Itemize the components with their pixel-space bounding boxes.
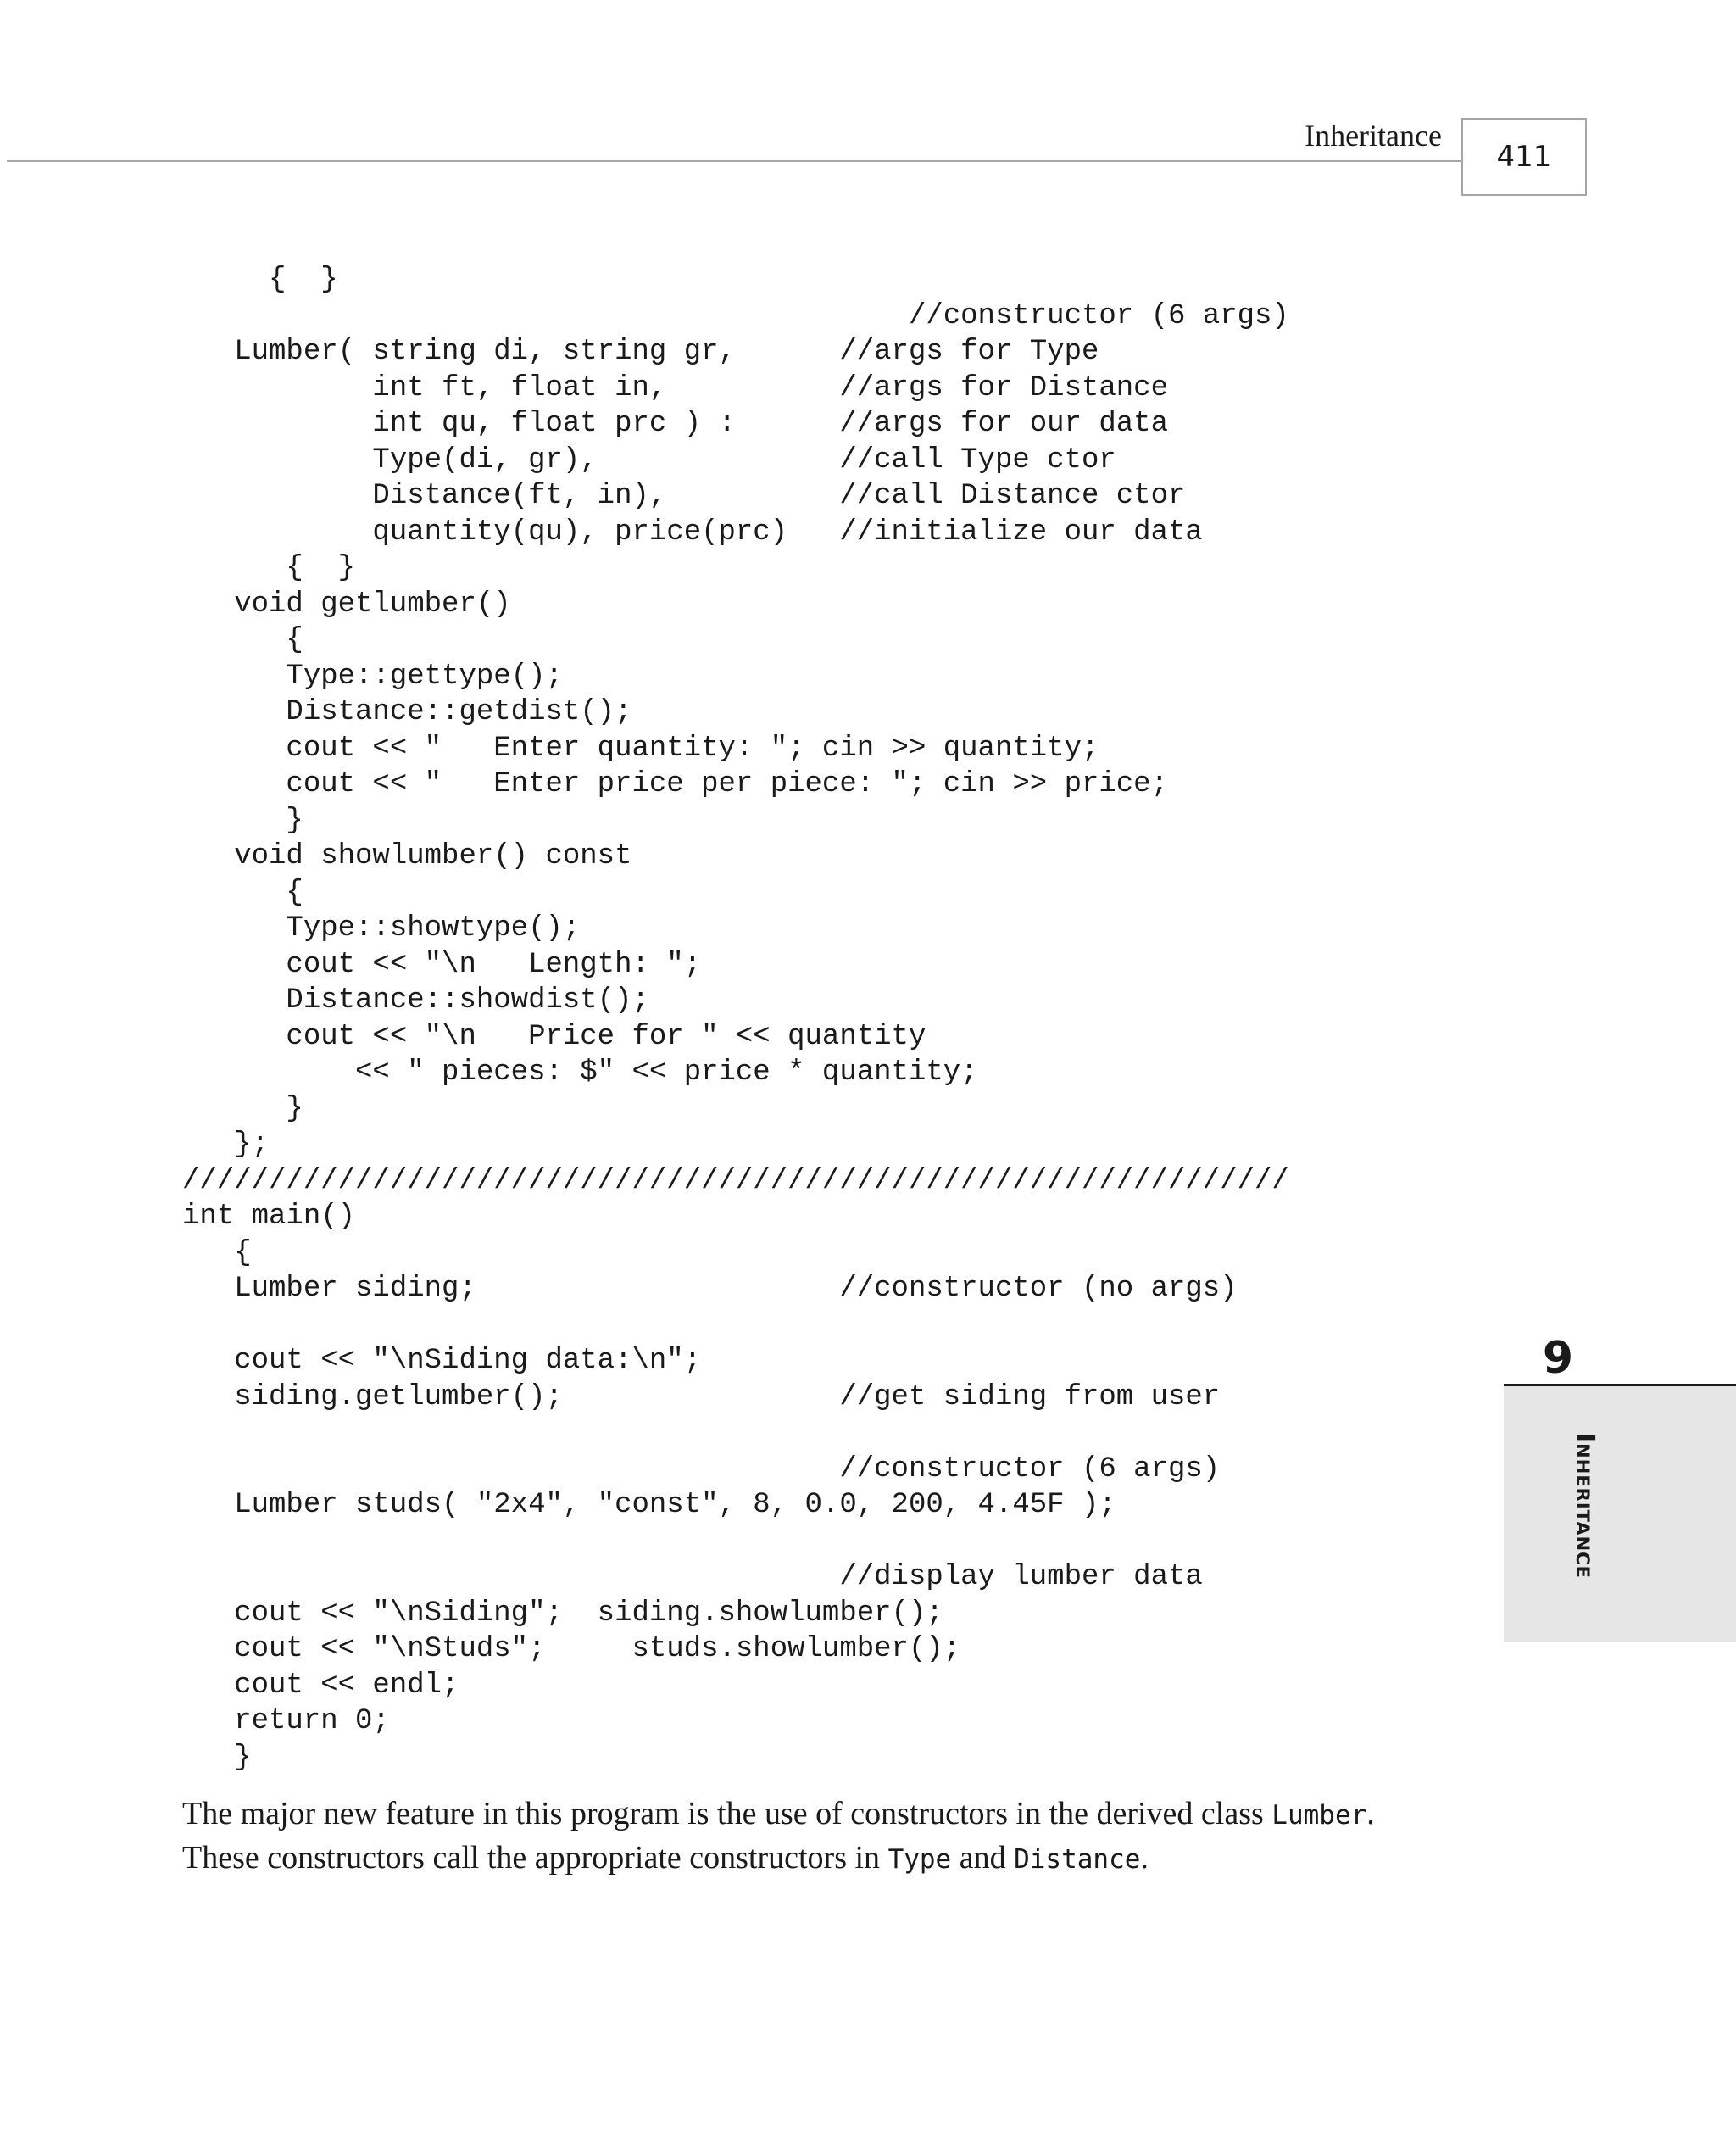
body-paragraph	[182, 1792, 1454, 1881]
code-line: }	[182, 1092, 303, 1125]
code-line: Lumber studs( "2x4", "const", 8, 0.0, 200, 4.45F );	[182, 1489, 1116, 1521]
chapter-tab-number: 9	[1542, 1333, 1574, 1384]
code-line: cout << " Enter quantity: "; cin >> quantity;	[182, 732, 1099, 765]
paragraph-text: .	[1140, 1840, 1149, 1876]
code-line: };	[182, 1129, 270, 1161]
code-line	[182, 1307, 1289, 1344]
code-line: int main()	[182, 1201, 356, 1233]
code-line: //constructor (6 args)	[182, 299, 1289, 332]
code-line: cout << endl;	[182, 1669, 459, 1702]
code-line: cout << " Enter price per piece: "; cin >> price;	[182, 768, 1168, 800]
code-line: quantity(qu), price(prc) //initialize our data	[182, 516, 1203, 549]
code-line: return 0;	[182, 1705, 390, 1737]
code-line: { }	[182, 552, 356, 584]
page-number: 411	[1461, 118, 1587, 196]
chapter-tab	[1504, 1386, 1736, 1642]
code-line: }	[182, 804, 303, 837]
inline-code-lumber: Lumber	[1271, 1800, 1367, 1831]
code-line: {	[182, 1236, 252, 1269]
code-line: //display lumber data	[182, 1561, 1203, 1593]
code-line: Distance::showdist();	[182, 984, 649, 1017]
header-rule	[7, 160, 1461, 162]
code-line: }	[182, 1741, 252, 1774]
inline-code-distance: Distance	[1014, 1844, 1141, 1875]
code-line: Distance::getdist();	[182, 696, 632, 728]
code-line: { }	[182, 264, 338, 296]
code-line: Type::showtype();	[182, 912, 581, 945]
code-line: ////////////////////////////////////////////////////////////////	[182, 1164, 1289, 1197]
code-line: cout << "\n Length: ";	[182, 948, 702, 981]
code-line: Lumber siding; //constructor (no args)	[182, 1273, 1238, 1305]
code-line: cout << "\nStuds"; studs.showlumber();	[182, 1633, 961, 1665]
paragraph-text: . These constructors call the appropriate constructors in	[182, 1796, 1375, 1876]
code-line: void showlumber() const	[182, 840, 632, 872]
code-line: //constructor (6 args)	[182, 1452, 1221, 1485]
code-line: {	[182, 624, 303, 656]
code-line: << " pieces: $" << price * quantity;	[182, 1056, 978, 1089]
code-line: siding.getlumber(); //get siding from user	[182, 1380, 1221, 1413]
code-line: Type(di, gr), //call Type ctor	[182, 443, 1116, 477]
code-line	[182, 1415, 1289, 1452]
code-line: Type::gettype();	[182, 660, 563, 693]
code-line: void getlumber()	[182, 588, 511, 621]
paragraph-text: and	[951, 1840, 1015, 1876]
code-line: int ft, float in, //args for Distance	[182, 371, 1168, 404]
code-line: cout << "\nSiding data:\n";	[182, 1345, 702, 1377]
code-line: {	[182, 876, 303, 909]
code-line: Lumber( string di, string gr, //args for Type	[182, 336, 1099, 368]
code-line: int qu, float prc ) : //args for our data	[182, 408, 1168, 440]
code-line: cout << "\n Price for " << quantity	[182, 1020, 926, 1053]
code-line: cout << "\nSiding"; siding.showlumber();	[182, 1597, 943, 1630]
code-listing	[182, 262, 1289, 1775]
code-line	[182, 1524, 1289, 1560]
running-title: Inheritance	[1305, 119, 1442, 153]
paragraph-text: The major new feature in this program is the use of constructors in the derived class	[182, 1796, 1272, 1831]
inline-code-type: Type	[887, 1844, 952, 1875]
chapter-tab-label: Inheritance	[1570, 1433, 1600, 1579]
code-line: Distance(ft, in), //call Distance ctor	[182, 480, 1186, 512]
